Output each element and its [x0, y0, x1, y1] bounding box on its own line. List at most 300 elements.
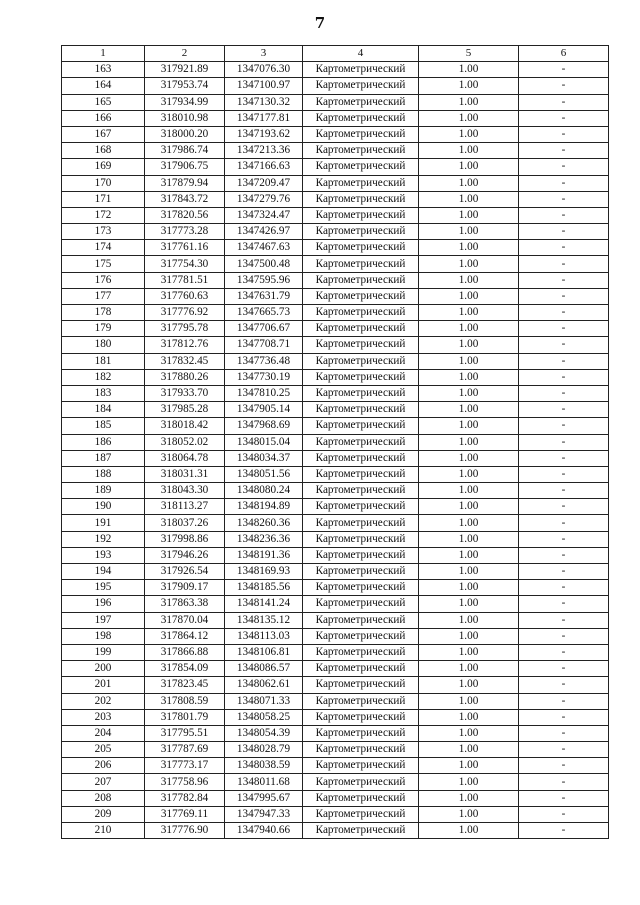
table-cell: 1.00 [419, 466, 519, 482]
table-cell: 317986.74 [145, 143, 225, 159]
table-cell: 318010.98 [145, 110, 225, 126]
table-cell: - [519, 159, 609, 175]
table-cell: 1.00 [419, 78, 519, 94]
table-row [62, 207, 609, 223]
table-cell: 317906.75 [145, 159, 225, 175]
table-cell: 317870.04 [145, 612, 225, 628]
table-cell: 194 [62, 564, 145, 580]
table-cell: 1348080.24 [225, 483, 303, 499]
table-row [62, 78, 609, 94]
table-cell: 1347213.36 [225, 143, 303, 159]
table-row [62, 823, 609, 839]
table-cell: - [519, 224, 609, 240]
table-cell: Картометрический [303, 305, 419, 321]
table-row [62, 305, 609, 321]
table-row [62, 612, 609, 628]
table-cell: 317781.51 [145, 272, 225, 288]
table-cell: Картометрический [303, 385, 419, 401]
table-cell: - [519, 823, 609, 839]
table-cell: 1347166.63 [225, 159, 303, 175]
table-cell: Картометрический [303, 191, 419, 207]
table-cell: 1347631.79 [225, 288, 303, 304]
table-cell: 317921.89 [145, 62, 225, 78]
table-cell: 317934.99 [145, 94, 225, 110]
table-cell: 179 [62, 321, 145, 337]
table-cell: 177 [62, 288, 145, 304]
table-cell: 169 [62, 159, 145, 175]
table-cell: - [519, 402, 609, 418]
page-number: 7 [314, 14, 326, 32]
table-cell: 1348185.56 [225, 580, 303, 596]
table-cell: 186 [62, 434, 145, 450]
table-row [62, 240, 609, 256]
table-cell: 205 [62, 742, 145, 758]
table-cell: 1.00 [419, 661, 519, 677]
table-cell: 1347995.67 [225, 790, 303, 806]
table-row [62, 385, 609, 401]
table-cell: - [519, 547, 609, 563]
table-row [62, 483, 609, 499]
table-cell: - [519, 305, 609, 321]
table-cell: 1348169.93 [225, 564, 303, 580]
table-cell: 318113.27 [145, 499, 225, 515]
table-cell: 317773.17 [145, 758, 225, 774]
table-cell: Картометрический [303, 110, 419, 126]
table-cell: Картометрический [303, 806, 419, 822]
table-cell: 1348135.12 [225, 612, 303, 628]
table-cell: 317879.94 [145, 175, 225, 191]
table-cell: - [519, 369, 609, 385]
table-cell: - [519, 207, 609, 223]
table-cell: - [519, 272, 609, 288]
table-body [62, 62, 609, 839]
table-cell: 1348062.61 [225, 677, 303, 693]
table-cell: 1348191.36 [225, 547, 303, 563]
table-cell: Картометрический [303, 483, 419, 499]
table-cell: 317795.78 [145, 321, 225, 337]
table-cell: - [519, 742, 609, 758]
table-cell: 1347130.32 [225, 94, 303, 110]
table-cell: 1.00 [419, 515, 519, 531]
table-row [62, 272, 609, 288]
table-cell: - [519, 62, 609, 78]
table-row [62, 62, 609, 78]
table-cell: Картометрический [303, 224, 419, 240]
table-cell: - [519, 94, 609, 110]
table-cell: 1347279.76 [225, 191, 303, 207]
table-cell: 200 [62, 661, 145, 677]
table-cell: 203 [62, 709, 145, 725]
table-cell: 317769.11 [145, 806, 225, 822]
table-cell: 1.00 [419, 677, 519, 693]
table-cell: 1.00 [419, 790, 519, 806]
table-row [62, 94, 609, 110]
table-cell: 1.00 [419, 612, 519, 628]
table-cell: 190 [62, 499, 145, 515]
table-cell: - [519, 256, 609, 272]
table-cell: 1347500.48 [225, 256, 303, 272]
table-cell: 1348051.56 [225, 466, 303, 482]
table-cell: - [519, 175, 609, 191]
table-cell: 1.00 [419, 823, 519, 839]
table-cell: 199 [62, 644, 145, 660]
table-cell: 1347177.81 [225, 110, 303, 126]
table-row [62, 709, 609, 725]
table-cell: - [519, 466, 609, 482]
table-cell: - [519, 337, 609, 353]
table-cell: - [519, 628, 609, 644]
table-cell: 1.00 [419, 191, 519, 207]
table-cell: 1.00 [419, 110, 519, 126]
table-cell: 206 [62, 758, 145, 774]
table-cell: 1.00 [419, 143, 519, 159]
table-cell: Картометрический [303, 353, 419, 369]
table-cell: 1.00 [419, 774, 519, 790]
table-cell: Картометрический [303, 628, 419, 644]
table-cell: - [519, 418, 609, 434]
table-cell: Картометрический [303, 143, 419, 159]
table-cell: Картометрический [303, 288, 419, 304]
table-cell: 1347467.63 [225, 240, 303, 256]
table-cell: 317795.51 [145, 725, 225, 741]
table-row [62, 644, 609, 660]
table-row [62, 256, 609, 272]
table-row [62, 175, 609, 191]
table-cell: 1.00 [419, 644, 519, 660]
table-cell: 1.00 [419, 288, 519, 304]
table-cell: 1348260.36 [225, 515, 303, 531]
table-cell: 1348038.59 [225, 758, 303, 774]
table-cell: 1348015.04 [225, 434, 303, 450]
table-cell: 317773.28 [145, 224, 225, 240]
table-cell: Картометрический [303, 256, 419, 272]
table-cell: 1347076.30 [225, 62, 303, 78]
table-cell: 1347665.73 [225, 305, 303, 321]
table-cell: 317761.16 [145, 240, 225, 256]
table-cell: - [519, 758, 609, 774]
table-cell: 173 [62, 224, 145, 240]
table-cell: 317880.26 [145, 369, 225, 385]
table-cell: 317808.59 [145, 693, 225, 709]
table-cell: Картометрический [303, 159, 419, 175]
table-row [62, 790, 609, 806]
table-cell: 1.00 [419, 580, 519, 596]
table-cell: 1347209.47 [225, 175, 303, 191]
table-row [62, 337, 609, 353]
table-cell: Картометрический [303, 272, 419, 288]
table-cell: Картометрический [303, 94, 419, 110]
table-cell: 1.00 [419, 531, 519, 547]
table-cell: Картометрический [303, 62, 419, 78]
table-cell: Картометрический [303, 612, 419, 628]
table-cell: 175 [62, 256, 145, 272]
table-cell: 1.00 [419, 628, 519, 644]
table-cell: - [519, 78, 609, 94]
table-cell: 1.00 [419, 434, 519, 450]
table-row [62, 466, 609, 482]
table-cell: Картометрический [303, 725, 419, 741]
table-cell: 317953.74 [145, 78, 225, 94]
table-row [62, 143, 609, 159]
table-cell: 317843.72 [145, 191, 225, 207]
table-cell: 317998.86 [145, 531, 225, 547]
table-cell: - [519, 385, 609, 401]
table-cell: 207 [62, 774, 145, 790]
table-cell: - [519, 110, 609, 126]
table-cell: 1.00 [419, 709, 519, 725]
table-cell: 191 [62, 515, 145, 531]
table-cell: - [519, 434, 609, 450]
table-row [62, 774, 609, 790]
table-cell: 318018.42 [145, 418, 225, 434]
table-cell: Картометрический [303, 337, 419, 353]
table-cell: 317933.70 [145, 385, 225, 401]
coordinates-table [61, 45, 609, 839]
table-cell: 317864.12 [145, 628, 225, 644]
table-cell: Картометрический [303, 369, 419, 385]
table-cell: 1.00 [419, 321, 519, 337]
table-cell: 1.00 [419, 353, 519, 369]
column-header: 1 [62, 46, 145, 62]
table-cell: Картометрический [303, 758, 419, 774]
table-row [62, 677, 609, 693]
table-cell: 1348236.36 [225, 531, 303, 547]
table-row [62, 758, 609, 774]
table-cell: Картометрический [303, 774, 419, 790]
table-cell: 197 [62, 612, 145, 628]
table-cell: 1.00 [419, 758, 519, 774]
table-cell: Картометрический [303, 580, 419, 596]
table-cell: 1347426.97 [225, 224, 303, 240]
table-cell: 196 [62, 596, 145, 612]
table-row [62, 191, 609, 207]
table-cell: - [519, 725, 609, 741]
table-cell: Картометрический [303, 644, 419, 660]
table-cell: 198 [62, 628, 145, 644]
table-cell: - [519, 790, 609, 806]
table-cell: Картометрический [303, 596, 419, 612]
table-row [62, 661, 609, 677]
table-cell: 1.00 [419, 94, 519, 110]
table-cell: 1.00 [419, 207, 519, 223]
table-cell: 168 [62, 143, 145, 159]
table-cell: 167 [62, 126, 145, 142]
table-row [62, 596, 609, 612]
table-cell: Картометрический [303, 677, 419, 693]
table-cell: 1.00 [419, 450, 519, 466]
table-cell: - [519, 191, 609, 207]
table-cell: Картометрический [303, 790, 419, 806]
table-cell: Картометрический [303, 531, 419, 547]
table-cell: 317926.54 [145, 564, 225, 580]
table-cell: 172 [62, 207, 145, 223]
table-cell: 317820.56 [145, 207, 225, 223]
table-cell: Картометрический [303, 321, 419, 337]
table-cell: 1.00 [419, 725, 519, 741]
table-cell: 163 [62, 62, 145, 78]
table-row [62, 418, 609, 434]
table-row [62, 434, 609, 450]
table-cell: - [519, 483, 609, 499]
table-cell: 317832.45 [145, 353, 225, 369]
table-cell: 166 [62, 110, 145, 126]
table-row [62, 288, 609, 304]
table-cell: Картометрический [303, 709, 419, 725]
table-cell: 1348194.89 [225, 499, 303, 515]
table-cell: 178 [62, 305, 145, 321]
table-cell: 1348141.24 [225, 596, 303, 612]
table-cell: - [519, 288, 609, 304]
table-cell: 1.00 [419, 159, 519, 175]
table-cell: 317854.09 [145, 661, 225, 677]
table-cell: 1.00 [419, 240, 519, 256]
table-cell: Картометрический [303, 515, 419, 531]
table-cell: 188 [62, 466, 145, 482]
table-cell: 1.00 [419, 369, 519, 385]
table-cell: 317812.76 [145, 337, 225, 353]
column-header: 2 [145, 46, 225, 62]
table-cell: 165 [62, 94, 145, 110]
table-cell: 204 [62, 725, 145, 741]
table-row [62, 725, 609, 741]
table-cell: - [519, 677, 609, 693]
table-cell: Картометрический [303, 564, 419, 580]
table-cell: - [519, 126, 609, 142]
table-cell: 182 [62, 369, 145, 385]
table-header-row [62, 46, 609, 62]
table-cell: 1347736.48 [225, 353, 303, 369]
table-cell: 1.00 [419, 564, 519, 580]
table-cell: 1348054.39 [225, 725, 303, 741]
table-cell: Картометрический [303, 418, 419, 434]
table-cell: 171 [62, 191, 145, 207]
table-cell: Картометрический [303, 175, 419, 191]
table-row [62, 628, 609, 644]
table-cell: Картометрический [303, 207, 419, 223]
table-cell: 208 [62, 790, 145, 806]
table-row [62, 806, 609, 822]
table-cell: 1347100.97 [225, 78, 303, 94]
table-cell: Картометрический [303, 742, 419, 758]
table-cell: 202 [62, 693, 145, 709]
table-row [62, 742, 609, 758]
table-cell: - [519, 321, 609, 337]
table-cell: Картометрический [303, 661, 419, 677]
table-cell: 1.00 [419, 175, 519, 191]
column-header: 6 [519, 46, 609, 62]
table-cell: 1.00 [419, 272, 519, 288]
table-cell: 183 [62, 385, 145, 401]
table-cell: 1.00 [419, 305, 519, 321]
table-row [62, 547, 609, 563]
table-cell: 184 [62, 402, 145, 418]
table-row [62, 110, 609, 126]
table-cell: 187 [62, 450, 145, 466]
table-row [62, 402, 609, 418]
table-cell: 1348011.68 [225, 774, 303, 790]
table-cell: 1.00 [419, 596, 519, 612]
table-cell: 317782.84 [145, 790, 225, 806]
table-cell: - [519, 774, 609, 790]
table-row [62, 564, 609, 580]
table-row [62, 126, 609, 142]
table-cell: Картометрический [303, 126, 419, 142]
table-cell: - [519, 693, 609, 709]
table-row [62, 515, 609, 531]
table-cell: - [519, 709, 609, 725]
table-cell: 317866.88 [145, 644, 225, 660]
column-header: 4 [303, 46, 419, 62]
table-cell: 1.00 [419, 385, 519, 401]
table-cell: - [519, 806, 609, 822]
table-cell: 317760.63 [145, 288, 225, 304]
table-cell: 1.00 [419, 62, 519, 78]
table-row [62, 321, 609, 337]
table-cell: 1.00 [419, 547, 519, 563]
table-row [62, 353, 609, 369]
table-cell: 317754.30 [145, 256, 225, 272]
table-cell: 317758.96 [145, 774, 225, 790]
table-cell: - [519, 564, 609, 580]
table-cell: 180 [62, 337, 145, 353]
table-cell: Картометрический [303, 450, 419, 466]
table-row [62, 450, 609, 466]
table-cell: 1347940.66 [225, 823, 303, 839]
table-cell: 1347810.25 [225, 385, 303, 401]
table-cell: 317787.69 [145, 742, 225, 758]
table-cell: 1.00 [419, 126, 519, 142]
table-cell: 170 [62, 175, 145, 191]
table-cell: 176 [62, 272, 145, 288]
table-cell: 189 [62, 483, 145, 499]
table-cell: - [519, 353, 609, 369]
table-cell: 201 [62, 677, 145, 693]
table-cell: - [519, 644, 609, 660]
table-cell: Картометрический [303, 402, 419, 418]
table-cell: 1348028.79 [225, 742, 303, 758]
table-cell: 1348106.81 [225, 644, 303, 660]
table-cell: 193 [62, 547, 145, 563]
table-row [62, 369, 609, 385]
table-cell: 318064.78 [145, 450, 225, 466]
table-cell: 181 [62, 353, 145, 369]
table-cell: Картометрический [303, 434, 419, 450]
table-cell: - [519, 531, 609, 547]
table-cell: 192 [62, 531, 145, 547]
table-cell: Картометрический [303, 240, 419, 256]
table-cell: 1347947.33 [225, 806, 303, 822]
table-cell: 1347968.69 [225, 418, 303, 434]
table-cell: 1347193.62 [225, 126, 303, 142]
table-cell: 1348113.03 [225, 628, 303, 644]
table-row [62, 224, 609, 240]
table-cell: 1.00 [419, 418, 519, 434]
table-cell: 317985.28 [145, 402, 225, 418]
table-cell: 318000.20 [145, 126, 225, 142]
table-cell: 1.00 [419, 806, 519, 822]
table-cell: 1347324.47 [225, 207, 303, 223]
table-cell: 318037.26 [145, 515, 225, 531]
table-cell: 1348034.37 [225, 450, 303, 466]
table-cell: 1347905.14 [225, 402, 303, 418]
table-cell: 318052.02 [145, 434, 225, 450]
table-cell: 1348071.33 [225, 693, 303, 709]
table-cell: Картометрический [303, 823, 419, 839]
table-row [62, 693, 609, 709]
table-cell: - [519, 612, 609, 628]
table-cell: 1347708.71 [225, 337, 303, 353]
table-cell: - [519, 240, 609, 256]
